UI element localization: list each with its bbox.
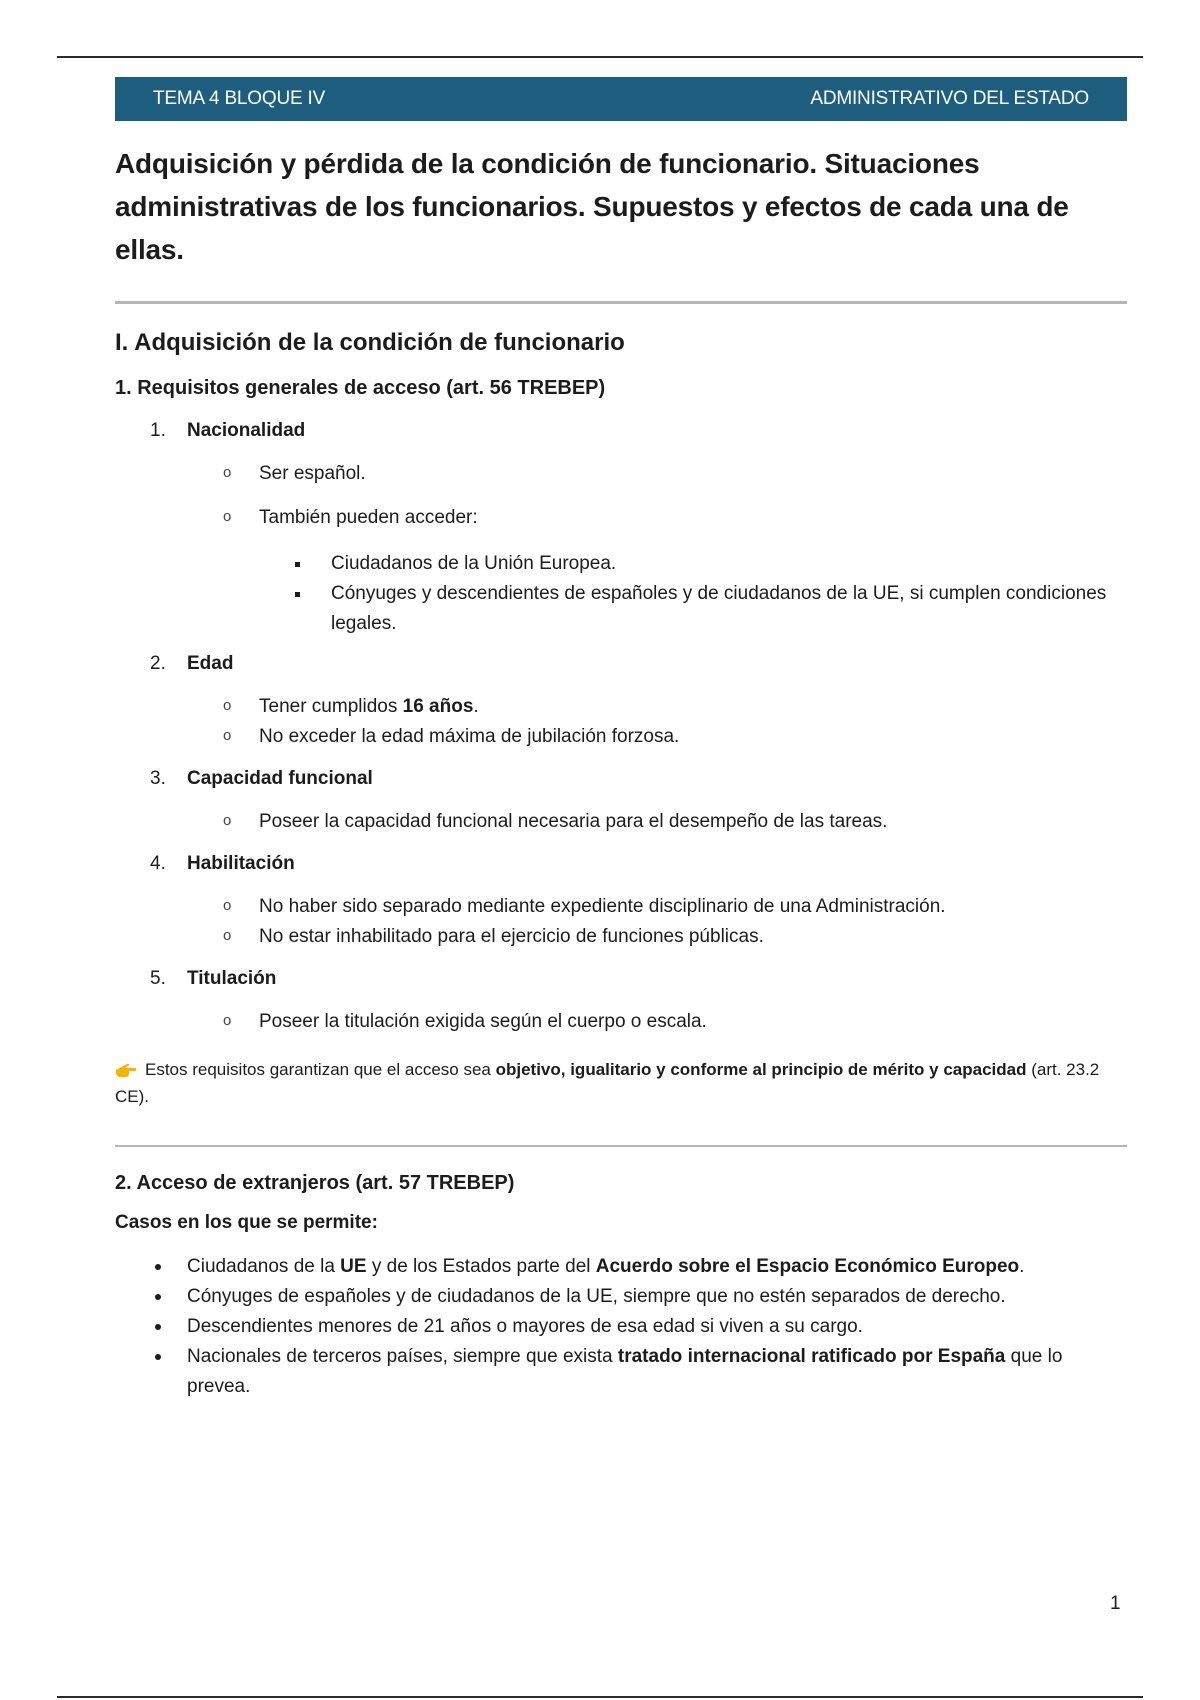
sub-item (115, 692, 1127, 722)
text-run-bold: UE (340, 1256, 367, 1277)
sub-sub-item: Cónyuges y descendientes de españoles y de ciudadanos de la UE, si cumplen condiciones legales. (115, 579, 1127, 639)
sub-item: o No estar inhabilitado para el ejercicio de funciones públicas. (115, 922, 1127, 952)
page-top-rule (57, 56, 1143, 58)
text-run: (art. 23.2 CE). (115, 1060, 1100, 1106)
subsection-heading-requisitos: 1. Requisitos generales de acceso (art. 56 TREBEP) (115, 377, 606, 399)
text-run: que lo prevea. (187, 1346, 1063, 1397)
page-number: 1 (1110, 1593, 1121, 1614)
list-item-title: Nacionalidad (187, 420, 306, 441)
sub-item: o No exceder la edad máxima de jubilación forzosa. (115, 722, 1127, 752)
text-run-bold: objetivo, igualitario y conforme al principio de mérito y capacidad (495, 1060, 1027, 1079)
document-title: Adquisición y pérdida de la condición de funcionario. Situaciones administrativas de los funcionarios. Supuestos y efectos de cada una de ellas. (115, 148, 1069, 265)
page-bottom-rule (57, 1696, 1143, 1698)
sub-item: o Poseer la capacidad funcional necesaria para el desempeño de las tareas. (115, 807, 1127, 837)
list-item-title: Capacidad funcional (187, 768, 373, 789)
cases-label: Casos en los que se permite: (115, 1212, 378, 1233)
list-item-title: Habilitación (187, 853, 295, 874)
list-item-nacionalidad (115, 420, 1127, 442)
title-divider (115, 301, 1127, 304)
text-run-bold: 16 años (402, 696, 474, 717)
case-item (115, 1252, 1127, 1282)
list-number: 2. (150, 653, 166, 674)
text-run: . (1019, 1256, 1025, 1277)
case-item (115, 1342, 1127, 1402)
header-topic: TEMA 4 BLOQUE IV (153, 88, 326, 109)
case-item: Cónyuges de españoles y de ciudadanos de la UE, siempre que no estén separados de derecho. (115, 1282, 1127, 1312)
list-number: 1. (150, 420, 166, 441)
list-number: 3. (150, 768, 166, 789)
list-item-capacidad (115, 768, 1127, 790)
list-number: 5. (150, 968, 166, 989)
sub-item: o Poseer la titulación exigida según el cuerpo o escala. (115, 1007, 1127, 1037)
sub-item: o No haber sido separado mediante expediente disciplinario de una Administración. (115, 892, 1127, 922)
list-item-edad (115, 653, 1127, 675)
sub-item: o También pueden acceder: (115, 503, 1127, 533)
sub-sub-item: Ciudadanos de la Unión Europea. (115, 549, 1127, 579)
text-run: Ciudadanos de la (187, 1256, 341, 1277)
section-divider (115, 1145, 1127, 1147)
text-run: y de los Estados parte del (366, 1256, 596, 1277)
requirements-note (115, 1056, 1127, 1110)
text-run: Nacionales de terceros países, siempre que exista (187, 1346, 618, 1367)
case-item: Descendientes menores de 21 años o mayores de esa edad si viven a su cargo. (115, 1312, 1127, 1342)
subsection-heading-extranjeros: 2. Acceso de extranjeros (art. 57 TREBEP) (115, 1172, 515, 1194)
list-item-habilitacion (115, 853, 1127, 875)
list-item-title: Titulación (187, 968, 277, 989)
header-course: ADMINISTRATIVO DEL ESTADO (810, 88, 1089, 109)
text-run: Estos requisitos garantizan que el acceso sea (145, 1060, 496, 1079)
list-item-title: Edad (187, 653, 234, 674)
text-run: . (473, 696, 479, 717)
page-content (115, 77, 1127, 1402)
list-item-titulacion (115, 968, 1127, 990)
text-run-bold: tratado internacional ratificado por España (617, 1346, 1006, 1367)
sub-item: o Ser español. (115, 459, 1127, 489)
text-run: Tener cumplidos (259, 696, 403, 717)
pointing-hand-icon (115, 1061, 137, 1077)
text-run-bold: Acuerdo sobre el Espacio Económico Europeo (595, 1256, 1020, 1277)
list-number: 4. (150, 853, 166, 874)
header-band (115, 77, 1127, 121)
section-heading: I. Adquisición de la condición de funcionario (115, 329, 625, 356)
